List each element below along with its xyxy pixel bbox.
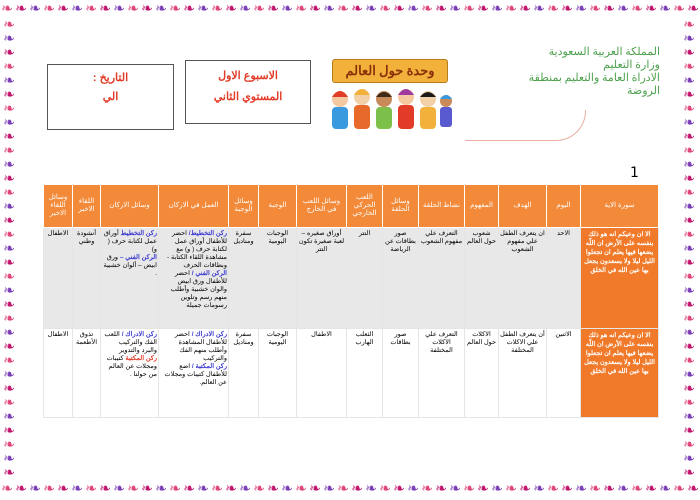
cherry-ornament-icon: ❧ — [435, 2, 447, 17]
cherry-ornament-icon: ❧ — [3, 115, 15, 131]
cherry-ornament-icon: ❧ — [3, 59, 15, 75]
cherry-ornament-icon: ❧ — [113, 2, 125, 17]
cherry-ornament-icon: ❧ — [99, 482, 111, 497]
table-row — [44, 228, 659, 329]
cherry-ornament-icon: ❧ — [683, 199, 695, 215]
cherry-ornament-icon: ❧ — [3, 45, 15, 61]
cherry-ornament-icon: ❧ — [99, 2, 111, 17]
cherry-ornament-icon: ❧ — [127, 482, 139, 497]
circle-activity-cell: التعرف علي مفهوم الشعوب — [419, 228, 465, 329]
cherry-ornament-icon: ❧ — [683, 353, 695, 369]
corner-text: احضر للأطفال أوراق عمل لكتابة حرف ( و) مع مشاهدة اللقاء الكتابة - وبطاقات الحرف — [167, 230, 227, 269]
header-surah: سورة الاية — [581, 185, 659, 228]
cherry-ornament-icon: ❧ — [463, 2, 475, 17]
header-corners-tools: وسائل الاركان — [101, 185, 159, 228]
cherry-ornament-icon: ❧ — [683, 367, 695, 383]
cherry-ornament-icon: ❧ — [575, 2, 587, 17]
cherry-ornament-icon: ❧ — [15, 482, 27, 497]
cherry-ornament-icon: ❧ — [365, 482, 377, 497]
header-final-meeting: اللقاء الاخير — [73, 185, 101, 228]
cherry-ornament-icon: ❧ — [547, 2, 559, 17]
cherry-ornament-icon: ❧ — [533, 2, 545, 17]
cherry-ornament-icon: ❧ — [683, 227, 695, 243]
cherry-ornament-icon: ❧ — [477, 482, 489, 497]
circle-tools-cell: صور بطاقات عن الرياضة — [383, 228, 419, 329]
cherry-ornament-icon: ❧ — [3, 381, 15, 397]
cherry-ornament-icon: ❧ — [281, 2, 293, 17]
weekly-plan-table — [43, 184, 659, 418]
cherry-ornament-icon: ❧ — [617, 482, 629, 497]
cherry-ornament-icon: ❧ — [253, 2, 265, 17]
cherry-ornament-icon: ❧ — [3, 409, 15, 425]
header-day: اليوم — [547, 185, 581, 228]
cherry-ornament-icon: ❧ — [85, 2, 97, 17]
final-meeting-cell: أنشودة وطني — [73, 228, 101, 329]
cherry-ornament-icon: ❧ — [659, 2, 671, 17]
decorative-border-bottom — [0, 482, 700, 498]
cherry-ornament-icon: ❧ — [505, 2, 517, 17]
outdoor-play-cell: التتر — [347, 228, 383, 329]
cherry-ornament-icon: ❧ — [29, 482, 41, 497]
decorative-curve — [465, 110, 586, 141]
cherry-ornament-icon: ❧ — [519, 2, 531, 17]
cherry-ornament-icon: ❧ — [393, 482, 405, 497]
cherry-ornament-icon: ❧ — [659, 482, 671, 497]
cherry-ornament-icon: ❧ — [463, 482, 475, 497]
corners-cell — [159, 329, 229, 418]
meal-cell: الوجبات اليومية — [259, 228, 297, 329]
week-label: الاسبوع الاول — [218, 70, 278, 82]
cherry-ornament-icon: ❧ — [407, 482, 419, 497]
cherry-ornament-icon: ❧ — [603, 2, 615, 17]
cherry-ornament-icon: ❧ — [435, 482, 447, 497]
corner-tools-label: الركن الفني – — [119, 254, 157, 261]
cherry-ornament-icon: ❧ — [225, 482, 237, 497]
cherry-ornament-icon: ❧ — [337, 2, 349, 17]
unit-title: وحدة حول العالم — [332, 59, 448, 83]
surah-cell: الا ان وعيكم انه هو ذلك بنفسه على الأرض ان اللّه يضعها فيها يعلم ان تجعلوا الليل ليلا ولا يسعدون يجعل بها عين الله في الخلق — [581, 329, 659, 418]
header-meal-tools: وسائل الوجبة — [229, 185, 259, 228]
cherry-ornament-icon: ❧ — [575, 482, 587, 497]
table-row — [44, 329, 659, 418]
cherry-ornament-icon: ❧ — [225, 2, 237, 17]
cherry-ornament-icon: ❧ — [3, 241, 15, 257]
cherry-ornament-icon: ❧ — [197, 482, 209, 497]
cherry-ornament-icon: ❧ — [267, 2, 279, 17]
cherry-ornament-icon: ❧ — [3, 171, 15, 187]
cherry-ornament-icon: ❧ — [127, 2, 139, 17]
cherry-ornament-icon: ❧ — [169, 482, 181, 497]
cherry-ornament-icon: ❧ — [3, 255, 15, 271]
cherry-ornament-icon: ❧ — [43, 2, 55, 17]
unit-banner — [326, 55, 454, 135]
corner-label: الركن الفني / — [191, 270, 227, 277]
cherry-ornament-icon: ❧ — [683, 409, 695, 425]
cherry-ornament-icon: ❧ — [683, 325, 695, 341]
cherry-ornament-icon: ❧ — [687, 2, 699, 17]
cherry-ornament-icon: ❧ — [295, 482, 307, 497]
day-cell: الاحد — [547, 228, 581, 329]
cherry-ornament-icon: ❧ — [683, 171, 695, 187]
cherry-ornament-icon: ❧ — [71, 482, 83, 497]
cherry-ornament-icon: ❧ — [239, 2, 251, 17]
surah-cell: الا ان وعيكم انه هو ذلك بنفسه على الأرض ان اللّه يضعها فيها يعلم ان تجعلوا الليل ليلا ولا يسعدون يجعل بها عين الله في الخلق — [581, 228, 659, 329]
outdoor-play-cell: الثعلب الهارب — [347, 329, 383, 418]
cherry-ornament-icon: ❧ — [683, 45, 695, 61]
header-meal: الوجبة — [259, 185, 297, 228]
cherry-ornament-icon: ❧ — [15, 2, 27, 17]
cherry-ornament-icon: ❧ — [309, 2, 321, 17]
cherry-ornament-icon: ❧ — [3, 451, 15, 467]
cherry-ornament-icon: ❧ — [3, 423, 15, 439]
ministry-line: وزارة التعليم — [603, 59, 660, 71]
cherry-ornament-icon: ❧ — [645, 482, 657, 497]
cherry-ornament-icon: ❧ — [683, 213, 695, 229]
cherry-ornament-icon: ❧ — [683, 381, 695, 397]
ministry-line: الروضة — [626, 85, 660, 97]
corner-text: احضر للأطفال ورق ابيض والوان خشبية وأطلب منهم رسم وتلوين رسومات جميلة — [170, 270, 227, 309]
cherry-ornament-icon: ❧ — [617, 2, 629, 17]
goal-cell: ان يتعرف الطفل علي مفهوم الشعوب — [499, 228, 547, 329]
cherry-ornament-icon: ❧ — [239, 482, 251, 497]
cherry-ornament-icon: ❧ — [3, 213, 15, 229]
cherry-ornament-icon: ❧ — [281, 482, 293, 497]
level-label: المستوي الثاني — [213, 91, 283, 103]
circle-tools-cell: صور بطاقات — [383, 329, 419, 418]
cherry-ornament-icon: ❧ — [477, 2, 489, 17]
decorative-border-left — [2, 18, 18, 482]
corner-tools-text: أوراق عمل لكتابة حرف ( و) — [103, 230, 157, 253]
cherry-ornament-icon: ❧ — [683, 143, 695, 159]
cherry-ornament-icon: ❧ — [267, 482, 279, 497]
cherry-ornament-icon: ❧ — [519, 482, 531, 497]
corner-text: اضع للأطفال كتيبات ومجلات عن العالم. — [164, 363, 227, 386]
cherry-ornament-icon: ❧ — [3, 437, 15, 453]
header-goal: الهدف — [499, 185, 547, 228]
header-circle-tools: وسائل الحلقة — [383, 185, 419, 228]
corner-label: ركن المكتبة / — [191, 363, 227, 370]
cherry-ornament-icon: ❧ — [3, 31, 15, 47]
cherry-ornament-icon: ❧ — [3, 157, 15, 173]
cherry-ornament-icon: ❧ — [3, 339, 15, 355]
cherry-ornament-icon: ❧ — [683, 73, 695, 89]
cherry-ornament-icon: ❧ — [505, 482, 517, 497]
cherry-ornament-icon: ❧ — [687, 482, 699, 497]
ministry-header — [440, 46, 660, 98]
cherry-ornament-icon: ❧ — [1, 482, 13, 497]
cherry-ornament-icon: ❧ — [57, 2, 69, 17]
cherry-ornament-icon: ❧ — [323, 482, 335, 497]
cherry-ornament-icon: ❧ — [589, 482, 601, 497]
cherry-ornament-icon: ❧ — [113, 482, 125, 497]
corners-cell — [159, 228, 229, 329]
cherry-ornament-icon: ❧ — [533, 482, 545, 497]
cherry-ornament-icon: ❧ — [673, 482, 685, 497]
cherry-ornament-icon: ❧ — [3, 311, 15, 327]
page-number: 1 — [630, 165, 639, 181]
cherry-ornament-icon: ❧ — [631, 2, 643, 17]
header-outdoor-tools: وسائل اللعب في الخارج — [297, 185, 347, 228]
header-outdoor-play: اللعب الحركي الخارجي — [347, 185, 383, 228]
cherry-ornament-icon: ❧ — [683, 255, 695, 271]
final-meeting-cell: تذوق الأطعمة — [73, 329, 101, 418]
circle-activity-cell: التعرف علي الاكلات المختلفة — [419, 329, 465, 418]
concept-cell: الاكلات حول العالم — [465, 329, 499, 418]
children-illustration — [326, 81, 454, 137]
meal-tools-cell: سفرة ومناديل — [229, 228, 259, 329]
cherry-ornament-icon: ❧ — [3, 297, 15, 313]
week-box — [185, 60, 311, 124]
cherry-ornament-icon: ❧ — [3, 353, 15, 369]
cherry-ornament-icon: ❧ — [683, 157, 695, 173]
cherry-ornament-icon: ❧ — [3, 367, 15, 383]
cherry-ornament-icon: ❧ — [589, 2, 601, 17]
date-label: التاريخ : — [92, 72, 129, 84]
corner-tools-label: ركن المكتبة — [125, 355, 157, 362]
cherry-ornament-icon: ❧ — [683, 311, 695, 327]
cherry-ornament-icon: ❧ — [3, 269, 15, 285]
header-corners: العمل في الاركان — [159, 185, 229, 228]
cherry-ornament-icon: ❧ — [351, 482, 363, 497]
cherry-ornament-icon: ❧ — [491, 482, 503, 497]
cherry-ornament-icon: ❧ — [3, 18, 15, 33]
cherry-ornament-icon: ❧ — [683, 101, 695, 117]
cherry-ornament-icon: ❧ — [379, 482, 391, 497]
cherry-ornament-icon: ❧ — [3, 395, 15, 411]
cherry-ornament-icon: ❧ — [85, 482, 97, 497]
corner-label: ركن التخطيط/ — [188, 230, 227, 237]
corner-text: احضر للأطفال المشاهدة وأطلب منهم الفك والتركيب — [174, 331, 227, 362]
cherry-ornament-icon: ❧ — [683, 185, 695, 201]
cherry-ornament-icon: ❧ — [561, 482, 573, 497]
decorative-border-right — [682, 18, 698, 482]
header-concept: المفهوم — [465, 185, 499, 228]
header-circle-activity: نشاط الحلقة — [419, 185, 465, 228]
cherry-ornament-icon: ❧ — [29, 2, 41, 17]
cherry-ornament-icon: ❧ — [3, 227, 15, 243]
cherry-ornament-icon: ❧ — [57, 482, 69, 497]
cherry-ornament-icon: ❧ — [211, 482, 223, 497]
corner-tools-label: ركن الادراك / — [121, 331, 157, 338]
cherry-ornament-icon: ❧ — [683, 129, 695, 145]
cherry-ornament-icon: ❧ — [683, 465, 695, 481]
cherry-ornament-icon: ❧ — [141, 482, 153, 497]
concept-cell: شعوب حول العالم — [465, 228, 499, 329]
cherry-ornament-icon: ❧ — [3, 325, 15, 341]
cherry-ornament-icon: ❧ — [3, 73, 15, 89]
cherry-ornament-icon: ❧ — [407, 2, 419, 17]
cherry-ornament-icon: ❧ — [683, 115, 695, 131]
ministry-line: الادراة العامة والتعليم بمنطقة — [528, 72, 660, 84]
cherry-ornament-icon: ❧ — [183, 482, 195, 497]
cherry-ornament-icon: ❧ — [421, 482, 433, 497]
cherry-ornament-icon: ❧ — [253, 482, 265, 497]
cherry-ornament-icon: ❧ — [379, 2, 391, 17]
header-final-tools: وسائل اللقاء الاخير — [44, 185, 73, 228]
cherry-ornament-icon: ❧ — [683, 297, 695, 313]
meal-tools-cell: سفرة ومناديل — [229, 329, 259, 418]
cherry-ornament-icon: ❧ — [169, 2, 181, 17]
cherry-ornament-icon: ❧ — [337, 482, 349, 497]
cherry-ornament-icon: ❧ — [683, 31, 695, 47]
cherry-ornament-icon: ❧ — [683, 18, 695, 33]
cherry-ornament-icon: ❧ — [141, 2, 153, 17]
cherry-ornament-icon: ❧ — [211, 2, 223, 17]
cherry-ornament-icon: ❧ — [295, 2, 307, 17]
to-label: الي — [102, 91, 119, 103]
ministry-line: المملكة العربية السعودية — [548, 46, 660, 58]
cherry-ornament-icon: ❧ — [309, 482, 321, 497]
outdoor-tools-cell: أوراق صغيره – لعبة صغيرة تكون التتر — [297, 228, 347, 329]
corners-tools-cell — [101, 329, 159, 418]
cherry-ornament-icon: ❧ — [683, 437, 695, 453]
cherry-ornament-icon: ❧ — [3, 143, 15, 159]
cherry-ornament-icon: ❧ — [683, 339, 695, 355]
cherry-ornament-icon: ❧ — [683, 59, 695, 75]
corner-tools-label: ركن التخطيط — [120, 230, 157, 237]
final-tools-cell: الاطفال — [44, 228, 73, 329]
cherry-ornament-icon: ❧ — [449, 2, 461, 17]
cherry-ornament-icon: ❧ — [683, 283, 695, 299]
cherry-ornament-icon: ❧ — [3, 101, 15, 117]
cherry-ornament-icon: ❧ — [43, 482, 55, 497]
cherry-ornament-icon: ❧ — [683, 87, 695, 103]
goal-cell: أن يتعرف الطفل علي الاكلات المختلفة — [499, 329, 547, 418]
corners-tools-cell — [101, 228, 159, 329]
outdoor-tools-cell: الاطفال — [297, 329, 347, 418]
cherry-ornament-icon: ❧ — [155, 482, 167, 497]
cherry-ornament-icon: ❧ — [3, 185, 15, 201]
cherry-ornament-icon: ❧ — [603, 482, 615, 497]
cherry-ornament-icon: ❧ — [3, 87, 15, 103]
cherry-ornament-icon: ❧ — [183, 2, 195, 17]
corner-tools-text: اللعب الفك والتركيب والبرد والتدوير — [104, 331, 157, 354]
cherry-ornament-icon: ❧ — [3, 283, 15, 299]
cherry-ornament-icon: ❧ — [197, 2, 209, 17]
corner-label: ركن الادراك / — [191, 331, 227, 338]
cherry-ornament-icon: ❧ — [155, 2, 167, 17]
cherry-ornament-icon: ❧ — [365, 2, 377, 17]
day-cell: الاثنين — [547, 329, 581, 418]
cherry-ornament-icon: ❧ — [3, 465, 15, 481]
cherry-ornament-icon: ❧ — [561, 2, 573, 17]
cherry-ornament-icon: ❧ — [645, 2, 657, 17]
cherry-ornament-icon: ❧ — [323, 2, 335, 17]
table-header-row — [44, 185, 659, 228]
cherry-ornament-icon: ❧ — [449, 482, 461, 497]
cherry-ornament-icon: ❧ — [631, 482, 643, 497]
cherry-ornament-icon: ❧ — [547, 482, 559, 497]
cherry-ornament-icon: ❧ — [393, 2, 405, 17]
cherry-ornament-icon: ❧ — [71, 2, 83, 17]
cherry-ornament-icon: ❧ — [683, 395, 695, 411]
cherry-ornament-icon: ❧ — [683, 241, 695, 257]
corner-tools-text: كتيبات ومجلات عن العالم من حولنا . — [106, 355, 157, 378]
cherry-ornament-icon: ❧ — [1, 2, 13, 17]
cherry-ornament-icon: ❧ — [683, 451, 695, 467]
cherry-ornament-icon: ❧ — [351, 2, 363, 17]
date-box — [47, 64, 174, 130]
cherry-ornament-icon: ❧ — [421, 2, 433, 17]
cherry-ornament-icon: ❧ — [683, 269, 695, 285]
cherry-ornament-icon: ❧ — [3, 129, 15, 145]
decorative-border-top — [0, 2, 700, 18]
final-tools-cell: الاطفال — [44, 329, 73, 418]
corner-tools-text: ورق ابيض – ألوان خشبية . — [103, 254, 157, 277]
meal-cell: الوجبات اليومية — [259, 329, 297, 418]
cherry-ornament-icon: ❧ — [683, 423, 695, 439]
cherry-ornament-icon: ❧ — [491, 2, 503, 17]
cherry-ornament-icon: ❧ — [673, 2, 685, 17]
cherry-ornament-icon: ❧ — [3, 199, 15, 215]
